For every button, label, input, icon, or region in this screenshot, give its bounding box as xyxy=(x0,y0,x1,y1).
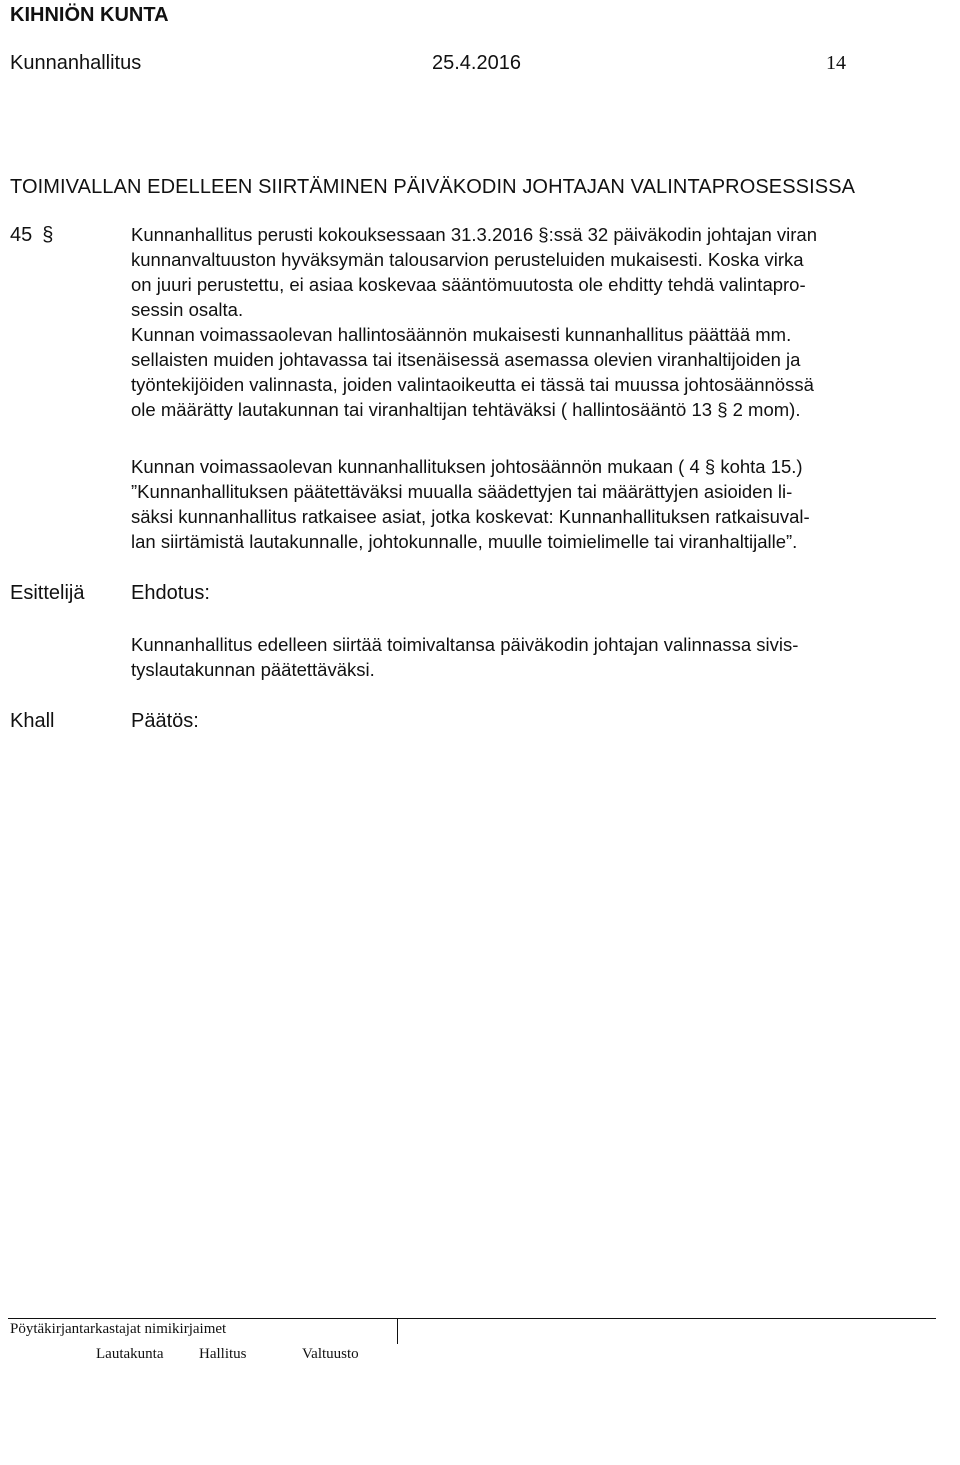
paragraph1-line: kunnanvaltuuston hyväksymän talousarvion perusteluiden mukaisesti. Koska virka xyxy=(131,249,804,270)
paragraph1-line: ole määrätty lautakunnan tai viranhaltijan tehtäväksi ( hallintosääntö 13 § 2 mom). xyxy=(131,399,801,420)
footer-lautakunta: Lautakunta xyxy=(96,1346,164,1362)
item-number-block xyxy=(10,224,58,247)
proposal-label: Ehdotus: xyxy=(131,582,210,604)
organization-name: KIHNIÖN KUNTA xyxy=(10,4,169,26)
footer-divider xyxy=(8,1318,936,1319)
section-sign: § xyxy=(42,224,54,246)
footer-column-divider xyxy=(397,1318,398,1344)
proposal-line: tyslautakunnan päätettäväksi. xyxy=(131,659,375,680)
section-title: TOIMIVALLAN EDELLEEN SIIRTÄMINEN PÄIVÄKODIN JOHTAJAN VALINTAPROSESSISSA xyxy=(10,176,856,198)
item-number: 45 xyxy=(10,224,33,246)
footer-valtuusto: Valtuusto xyxy=(302,1346,359,1362)
paragraph2-line: säksi kunnanhallitus ratkaisee asiat, jotka koskevat: Kunnanhallituksen ratkaisuval- xyxy=(131,506,810,527)
paragraph1-line: työntekijöiden valinnasta, joiden valintaoikeutta ei tässä tai muussa johtosäännössä xyxy=(131,374,814,395)
paragraph1-line: on juuri perustettu, ei asiaa koskevaa sääntömuutosta ole ehditty tehdä valintapro- xyxy=(131,274,806,295)
footer-hallitus: Hallitus xyxy=(199,1346,247,1362)
paragraph2-line: Kunnan voimassaolevan kunnanhallituksen johtosäännön mukaan ( 4 § kohta 15.) xyxy=(131,456,803,477)
paragraph1-line: Kunnan voimassaolevan hallintosäännön mukaisesti kunnanhallitus päättää mm. xyxy=(131,324,792,345)
decision-label: Päätös: xyxy=(131,710,199,732)
paragraph1-line: sessin osalta. xyxy=(131,299,244,320)
footer-title: Pöytäkirjantarkastajat nimikirjaimet xyxy=(10,1321,227,1337)
proposal-line: Kunnanhallitus edelleen siirtää toimivaltansa päiväkodin johtajan valinnassa sivis- xyxy=(131,634,799,655)
page-number: 14 xyxy=(826,52,846,74)
meeting-body: Kunnanhallitus xyxy=(10,52,142,74)
paragraph2-line: lan siirtämistä lautakunnalle, johtokunnalle, muulle toimielimelle tai viranhaltijalle”. xyxy=(131,531,798,552)
paragraph1-line: Kunnanhallitus perusti kokouksessaan 31.3.2016 §:ssä 32 päiväkodin johtajan viran xyxy=(131,224,817,245)
paragraph2-line: ”Kunnanhallituksen päätettäväksi muualla säädettyjen tai määrättyjen asioiden li- xyxy=(131,481,793,502)
board-label: Khall xyxy=(10,710,55,732)
paragraph1-line: sellaisten muiden johtavassa tai itsenäisessä asemassa olevien viranhaltijoiden ja xyxy=(131,349,801,370)
presenter-label: Esittelijä xyxy=(10,582,85,604)
meeting-date: 25.4.2016 xyxy=(432,52,521,74)
